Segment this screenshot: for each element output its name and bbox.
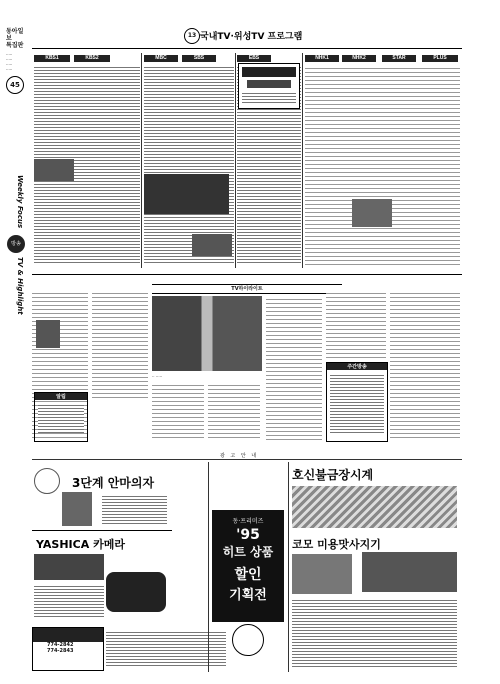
hit-discount: 할인 xyxy=(234,567,262,583)
notice-title: 알림 xyxy=(35,393,87,400)
article-column xyxy=(326,290,386,360)
highlight-photo xyxy=(152,296,262,371)
editorial-section xyxy=(32,282,462,447)
channel-sbs: SBS xyxy=(182,55,216,62)
notice-box xyxy=(34,392,88,442)
article-photo xyxy=(36,320,60,348)
ad-details xyxy=(292,598,457,668)
channel-kbs2: KBS2 xyxy=(74,55,110,62)
photo-caption: ·· ····· xyxy=(152,374,163,379)
channel-plus: PLUS xyxy=(422,55,458,62)
phone-number: 774-2842 xyxy=(47,642,74,648)
beauty-title: 코모 미용맛사지기 xyxy=(292,538,381,551)
hit-products-box xyxy=(212,510,284,622)
tv-highlight-label: TV & Highlight xyxy=(16,257,24,315)
weekly-focus-sidebar xyxy=(6,175,26,315)
camera-image xyxy=(106,572,166,612)
channel-kbs1: KBS1 xyxy=(34,55,70,62)
massager-image xyxy=(292,554,352,594)
company-block xyxy=(32,627,104,671)
highlight-title: TV하이라이트 xyxy=(231,286,263,292)
ad-details xyxy=(102,494,167,524)
schedule-satellite xyxy=(305,65,460,265)
yashica-title: YASHICA 카메라 xyxy=(36,538,125,551)
channel-nhk2: NHK2 xyxy=(342,55,376,62)
weekly-focus-label: Weekly Focus xyxy=(16,175,24,229)
article-column xyxy=(92,290,148,400)
channel-star: STAR xyxy=(382,55,416,62)
section-badge: 13 xyxy=(184,28,200,44)
phone-number: 774-2843 xyxy=(47,648,74,654)
channel-ebs: EBS xyxy=(237,55,271,62)
schedule-grid xyxy=(32,48,462,275)
chair-image xyxy=(62,492,92,526)
stamp-icon xyxy=(232,624,264,656)
program-photo xyxy=(352,199,392,227)
broadcast-vertical-tag: 방송 xyxy=(7,235,25,253)
channel-nhk1: NHK1 xyxy=(305,55,339,62)
hit-title: 히트 상품 xyxy=(222,545,274,559)
article-column xyxy=(390,290,460,440)
ad-badge-icon xyxy=(34,468,60,494)
yashica-ad xyxy=(32,532,172,622)
hit-year: '95 xyxy=(236,527,260,543)
program-photo xyxy=(192,234,232,256)
section-title: 국내TV·위성TV 프로그램 xyxy=(200,32,303,42)
date-block: ····· ····· ····· ····· xyxy=(6,52,13,72)
weekly-broadcast-title: 주간방송 xyxy=(327,363,387,370)
ad-section-label: 광 고 안 내 xyxy=(220,453,259,459)
camera-image xyxy=(34,554,104,580)
article-column xyxy=(266,296,322,440)
advertisement xyxy=(32,462,462,672)
masthead-strip xyxy=(6,28,26,118)
hit-top-label: 동·프리미즈 xyxy=(232,518,264,525)
program-photo xyxy=(34,159,74,181)
page-number: 45 xyxy=(6,76,24,94)
highlight-header xyxy=(152,284,342,294)
watch-chain-image xyxy=(292,486,457,528)
edition-label: 특집판 xyxy=(6,42,24,49)
ad-details xyxy=(34,584,104,618)
article-column xyxy=(152,382,204,440)
promo-box xyxy=(238,63,300,109)
article-column xyxy=(208,382,260,440)
weekly-broadcast-box xyxy=(326,362,388,442)
massager-image xyxy=(362,552,457,592)
gold-watch-title: 호신불금장시계 xyxy=(292,468,374,482)
massage-chair-title: 3단계 안마의자 xyxy=(72,476,155,490)
massage-chair-ad xyxy=(32,462,172,531)
channel-mbc: MBC xyxy=(144,55,178,62)
hit-plan: 기획전 xyxy=(229,588,267,603)
paper-name: 동아일보 xyxy=(6,28,24,42)
program-photo xyxy=(144,174,229,214)
